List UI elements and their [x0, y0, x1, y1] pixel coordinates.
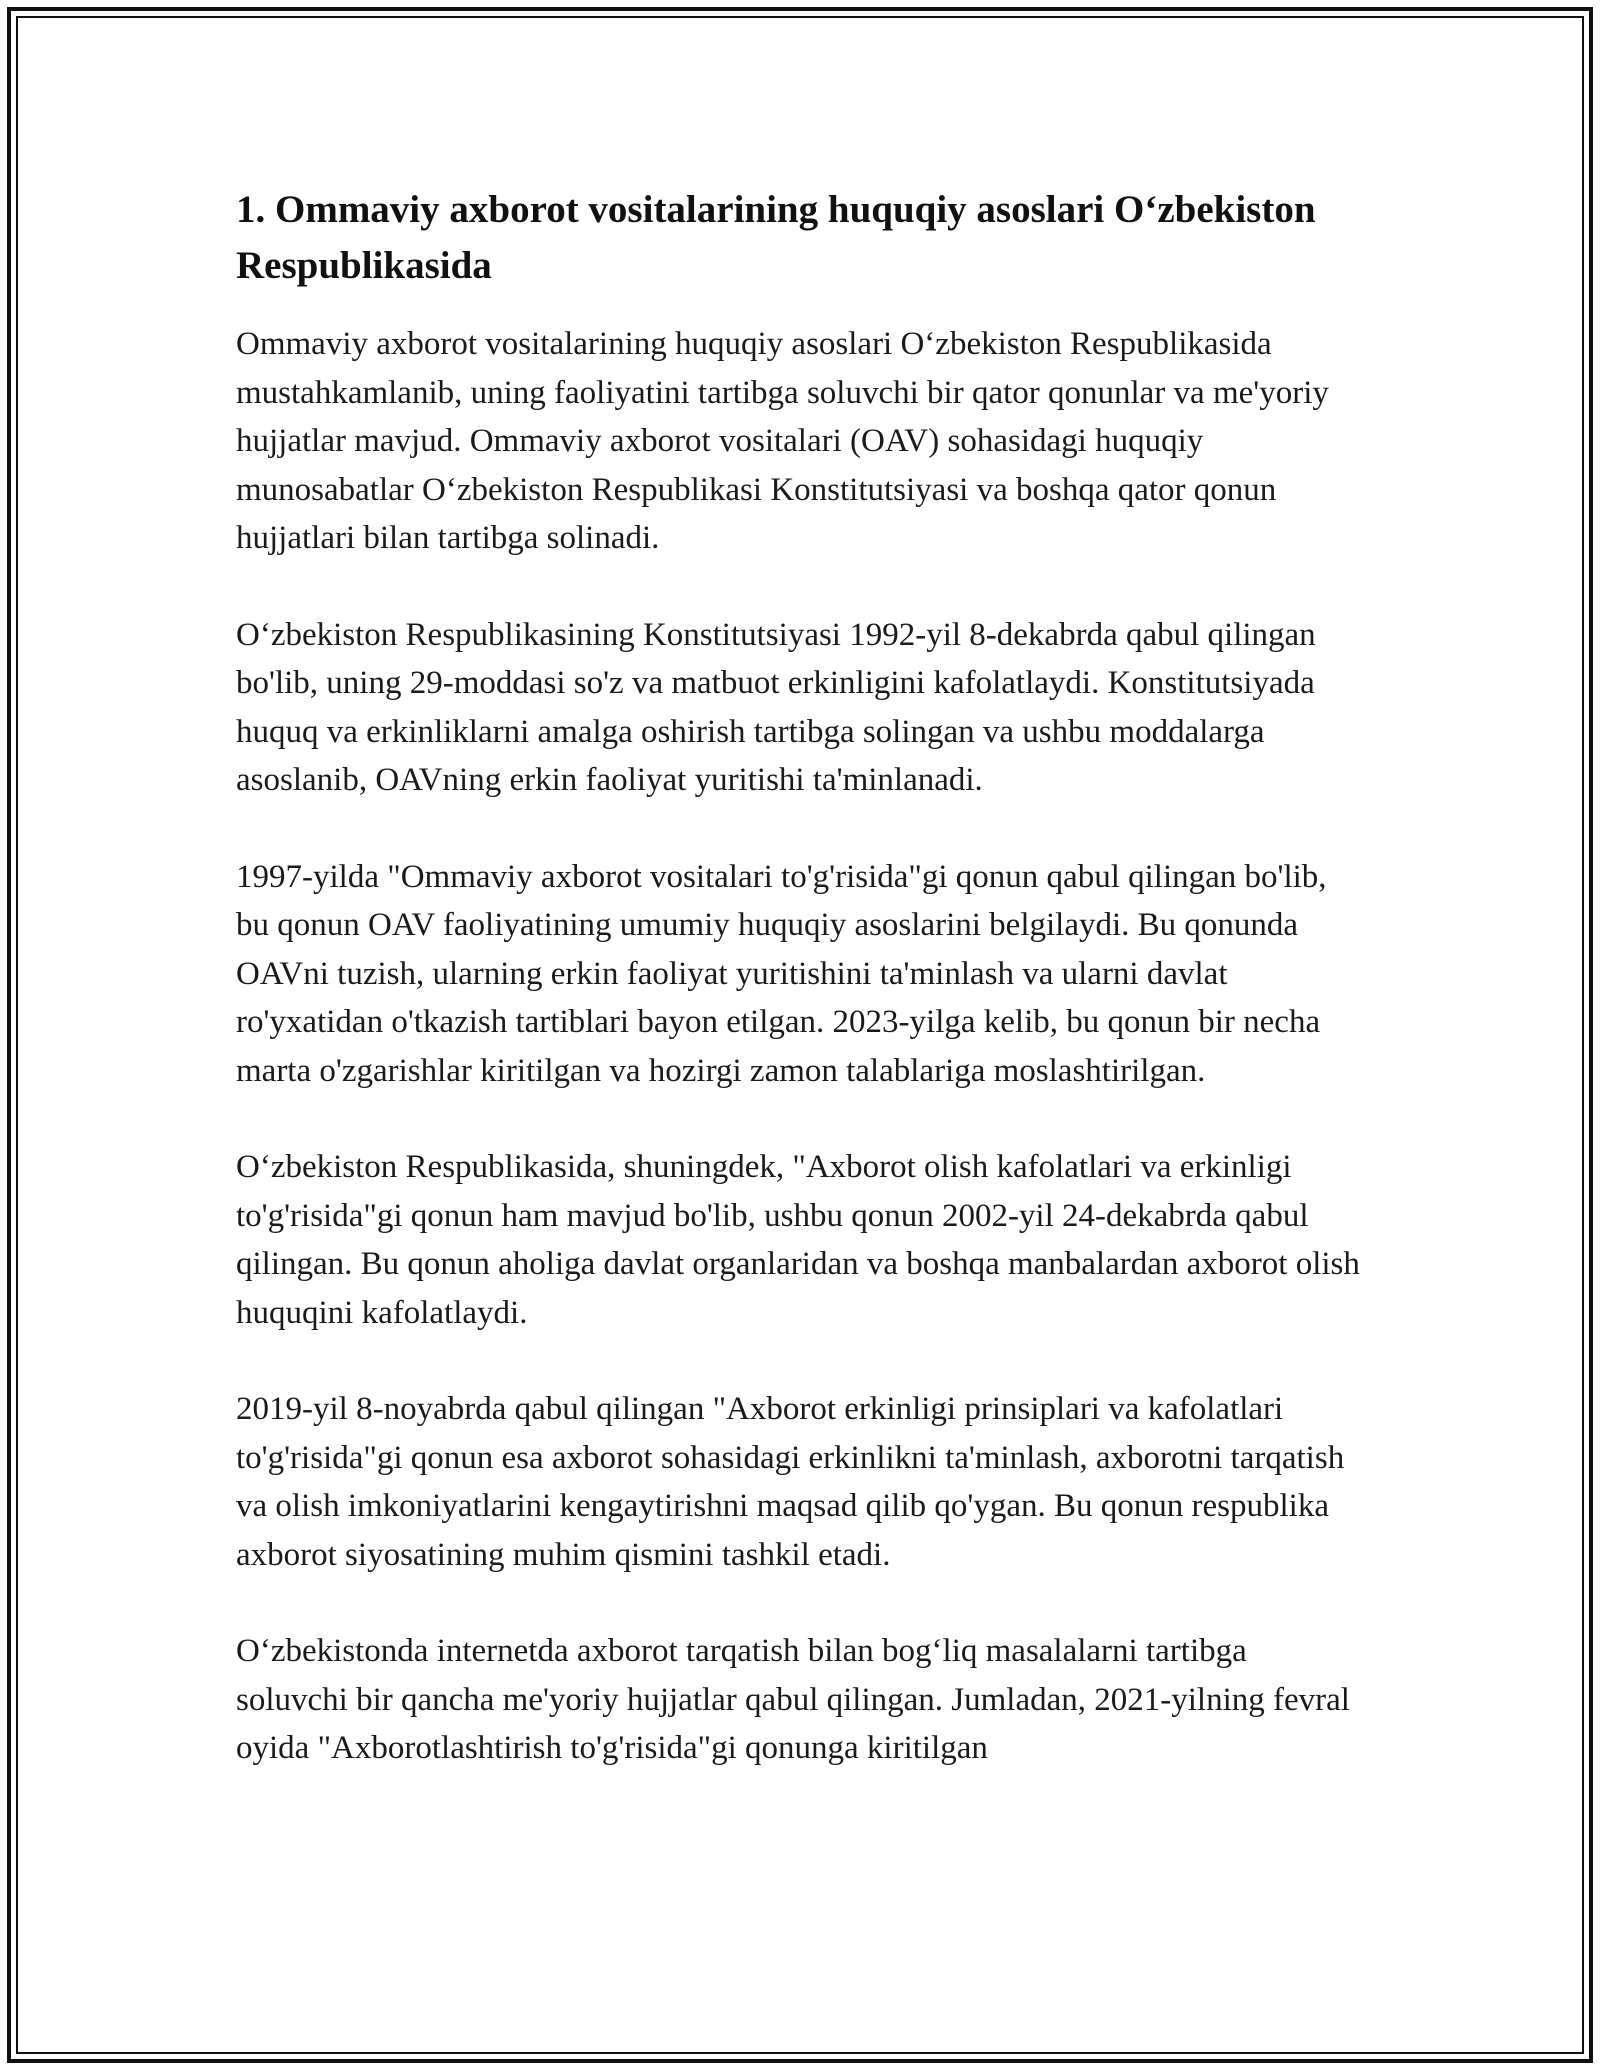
paragraph-legal-foundations: Ommaviy axborot vositalarining huquqiy asoslari O‘zbekiston Respublikasida mustahkamlanib, uning faoliyatini tartibga soluvchi bir qator qonunlar va me'yoriy hujjatlar mavjud. Ommaviy axborot vositalari (OAV) sohasidagi huquqiy munosabatlar O‘zbekiston Respublikasi Konstitutsiyasi va boshqa qator qonun hujjatlari bilan tartibga solinadi. [236, 326, 1329, 556]
paragraph-internet-regulation: O‘zbekistonda internetda axborot tarqatish bilan bog‘liq masalalarni tartibga soluvchi bir qancha me'yoriy hujjatlar qabul qilingan. Jumladan, 2021-yilning fevral oyida "Axborotlashtirish to'g'risida"gi qonunga kiritilgan [236, 1633, 1350, 1766]
paragraph-constitution: O‘zbekiston Respublikasining Konstitutsiyasi 1992-yil 8-dekabrda qabul qilingan bo'lib, uning 29-moddasi so'z va matbuot erkinligini kafolatlaydi. Konstitutsiyada huquq va erkinliklarni amalga oshirish tartibga solingan va ushbu moddalarga asoslanib, OAVning erkin faoliyat yuritishi ta'minlanadi. [236, 616, 1316, 798]
paragraph-mass-media-law: 1997-yilda "Ommaviy axborot vositalari to'g'risida"gi qonun qabul qilingan bo'lib, bu qonun OAV faoliyatining umumiy huquqiy asoslarini belgilaydi. Bu qonunda OAVni tuzish, ularning erkin faoliyat yuritishini ta'minlash va ularni davlat ro'yxatidan o'tkazish tartiblari bayon etilgan. 2023-yilga kelib, bu qonun bir necha marta o'zgarishlar kiritilgan va hozirgi zamon talablariga moslashtirilgan. [236, 858, 1327, 1089]
paragraph-access-to-information-law: O‘zbekiston Respublikasida, shuningdek, "Axborot olish kafolatlari va erkinligi to'g'risida"gi qonun ham mavjud bo'lib, ushbu qonun 2002-yil 24-dekabrda qabul qilingan. Bu qonun aholiga davlat organlaridan va boshqa manbalardan axborot olish huquqini kafolatlaydi. [236, 1149, 1360, 1331]
document-body [236, 182, 1366, 1821]
paragraph-freedom-of-information-law: 2019-yil 8-noyabrda qabul qilingan "Axborot erkinligi prinsiplari va kafolatlari to'g'risida"gi qonun esa axborot sohasidagi erkinlikni ta'minlash, axborotni tarqatish va olish imkoniyatlarini kengaytirishni maqsad qilib qo'ygan. Bu qonun respublika axborot siyosatining muhim qismini tashkil etadi. [236, 1391, 1345, 1573]
section-title: 1. Ommaviy axborot vositalarining huquqiy asoslari O‘zbekiston Respublikasida [236, 188, 1316, 287]
